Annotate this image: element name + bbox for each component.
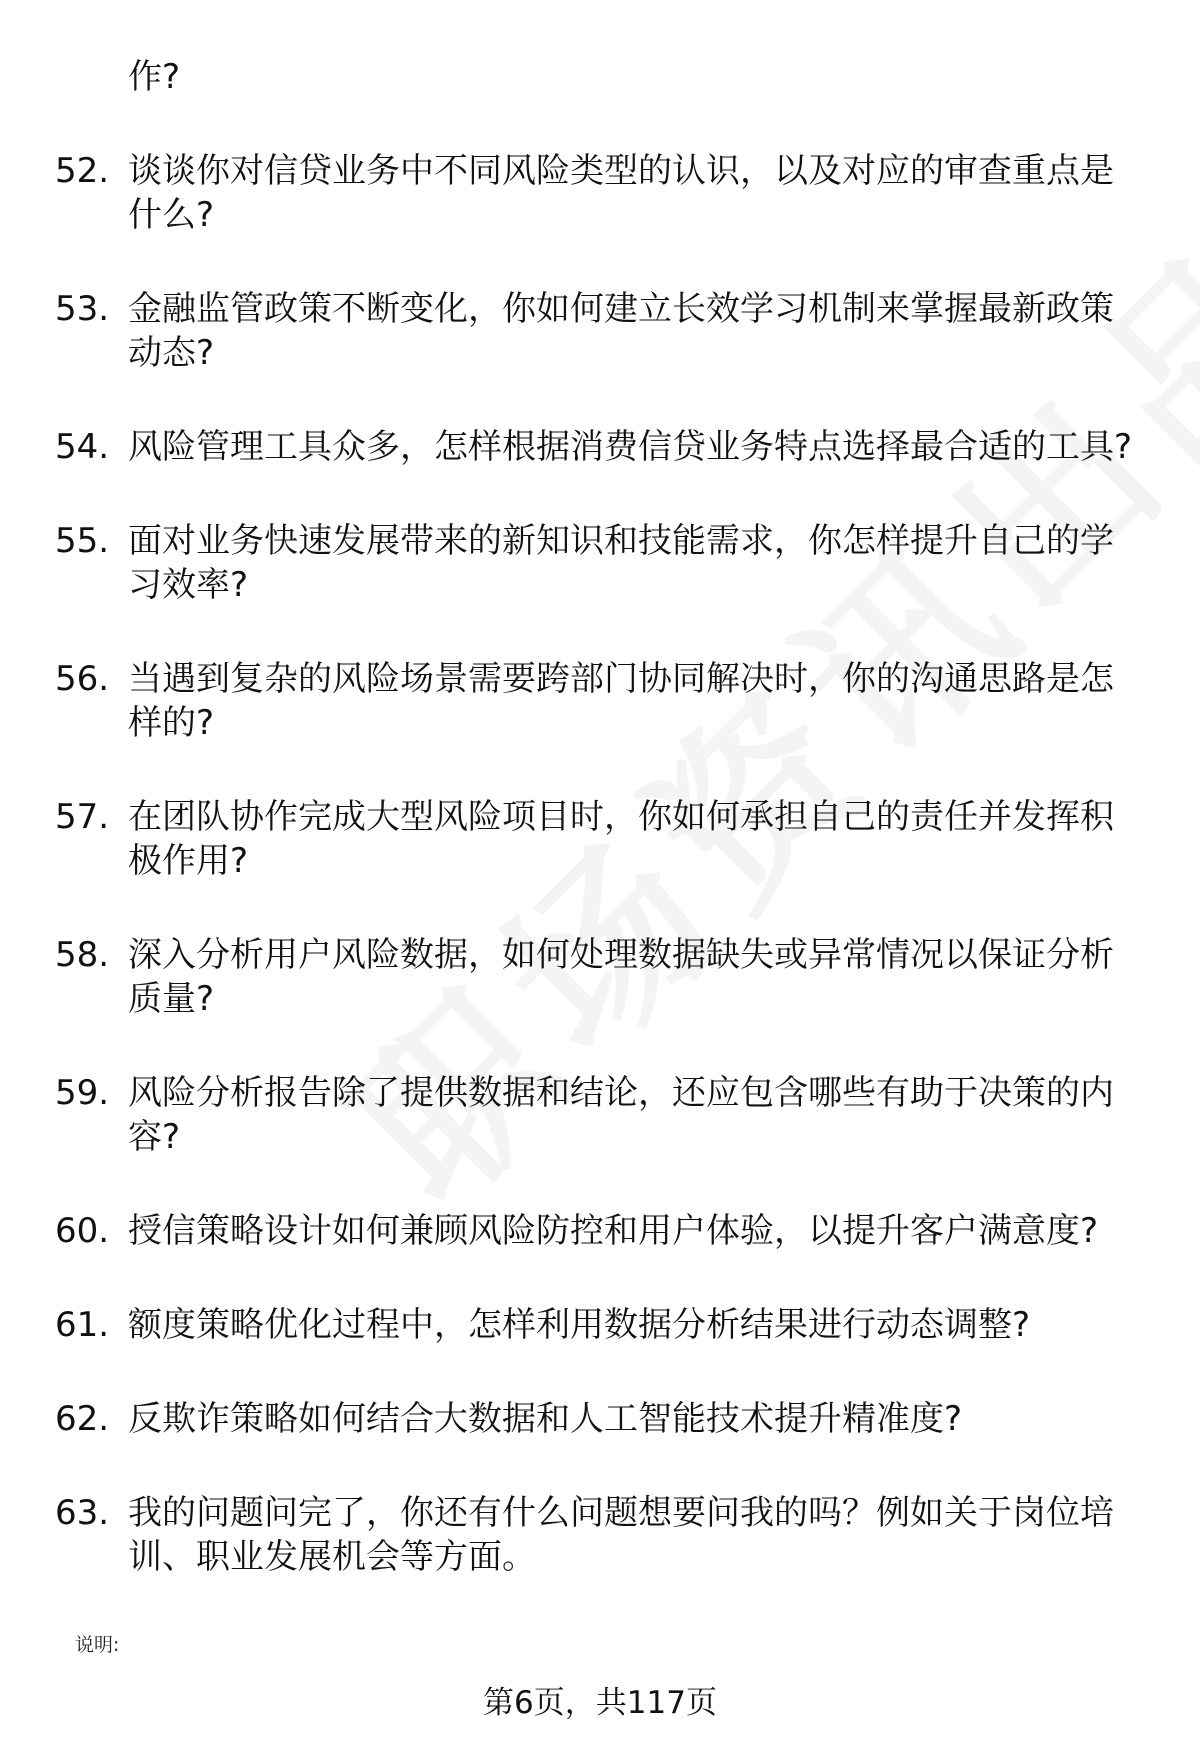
question-text: 谈谈你对信贷业务中不同风险类型的认识，以及对应的审查重点是什么? [128, 151, 1114, 235]
question-number: 56. [55, 659, 110, 699]
question-item [0, 657, 1200, 745]
question-number: 57. [55, 797, 110, 837]
question-item [0, 933, 1200, 1021]
page-footer: 第6页，共117页 [483, 1685, 717, 1721]
question-item [0, 1303, 1200, 1347]
question-item [0, 1397, 1200, 1441]
question-text: 当遇到复杂的风险场景需要跨部门协同解决时，你的沟通思路是怎样的? [128, 659, 1114, 743]
question-text: 额度策略优化过程中，怎样利用数据分析结果进行动态调整? [128, 1305, 1031, 1345]
question-text: 风险管理工具众多，怎样根据消费信贷业务特点选择最合适的工具? [128, 427, 1133, 467]
question-item [0, 519, 1200, 607]
question-item [0, 1209, 1200, 1253]
question-item [0, 149, 1200, 237]
question-item [0, 425, 1200, 469]
question-text: 授信策略设计如何兼顾风险防控和用户体验，以提升客户满意度? [128, 1211, 1099, 1251]
continuation-line [0, 55, 1200, 99]
question-number: 62. [55, 1399, 110, 1439]
question-text: 我的问题问完了，你还有什么问题想要问我的吗？例如关于岗位培训、职业发展机会等方面。 [128, 1493, 1114, 1577]
question-number: 53. [55, 289, 110, 329]
question-list [0, 55, 1200, 1629]
question-item [0, 795, 1200, 883]
question-number: 55. [55, 521, 110, 561]
question-number: 63. [55, 1493, 110, 1533]
question-text: 风险分析报告除了提供数据和结论，还应包含哪些有助于决策的内容? [128, 1073, 1114, 1157]
question-text: 深入分析用户风险数据，如何处理数据缺失或异常情况以保证分析质量? [128, 935, 1114, 1019]
question-text: 面对业务快速发展带来的新知识和技能需求，你怎样提升自己的学习效率? [128, 521, 1114, 605]
question-number: 61. [55, 1305, 110, 1345]
question-item [0, 1071, 1200, 1159]
question-item [0, 287, 1200, 375]
question-number: 58. [55, 935, 110, 975]
question-text: 金融监管政策不断变化，你如何建立长效学习机制来掌握最新政策动态? [128, 289, 1114, 373]
note-label: 说明: [75, 1634, 120, 1656]
question-number: 59. [55, 1073, 110, 1113]
continuation-text: 作? [128, 57, 181, 97]
question-text: 反欺诈策略如何结合大数据和人工智能技术提升精准度? [128, 1399, 963, 1439]
question-number: 60. [55, 1211, 110, 1251]
question-number: 54. [55, 427, 110, 467]
question-number: 52. [55, 151, 110, 191]
question-item [0, 1491, 1200, 1579]
question-text: 在团队协作完成大型风险项目时，你如何承担自己的责任并发挥积极作用? [128, 797, 1114, 881]
